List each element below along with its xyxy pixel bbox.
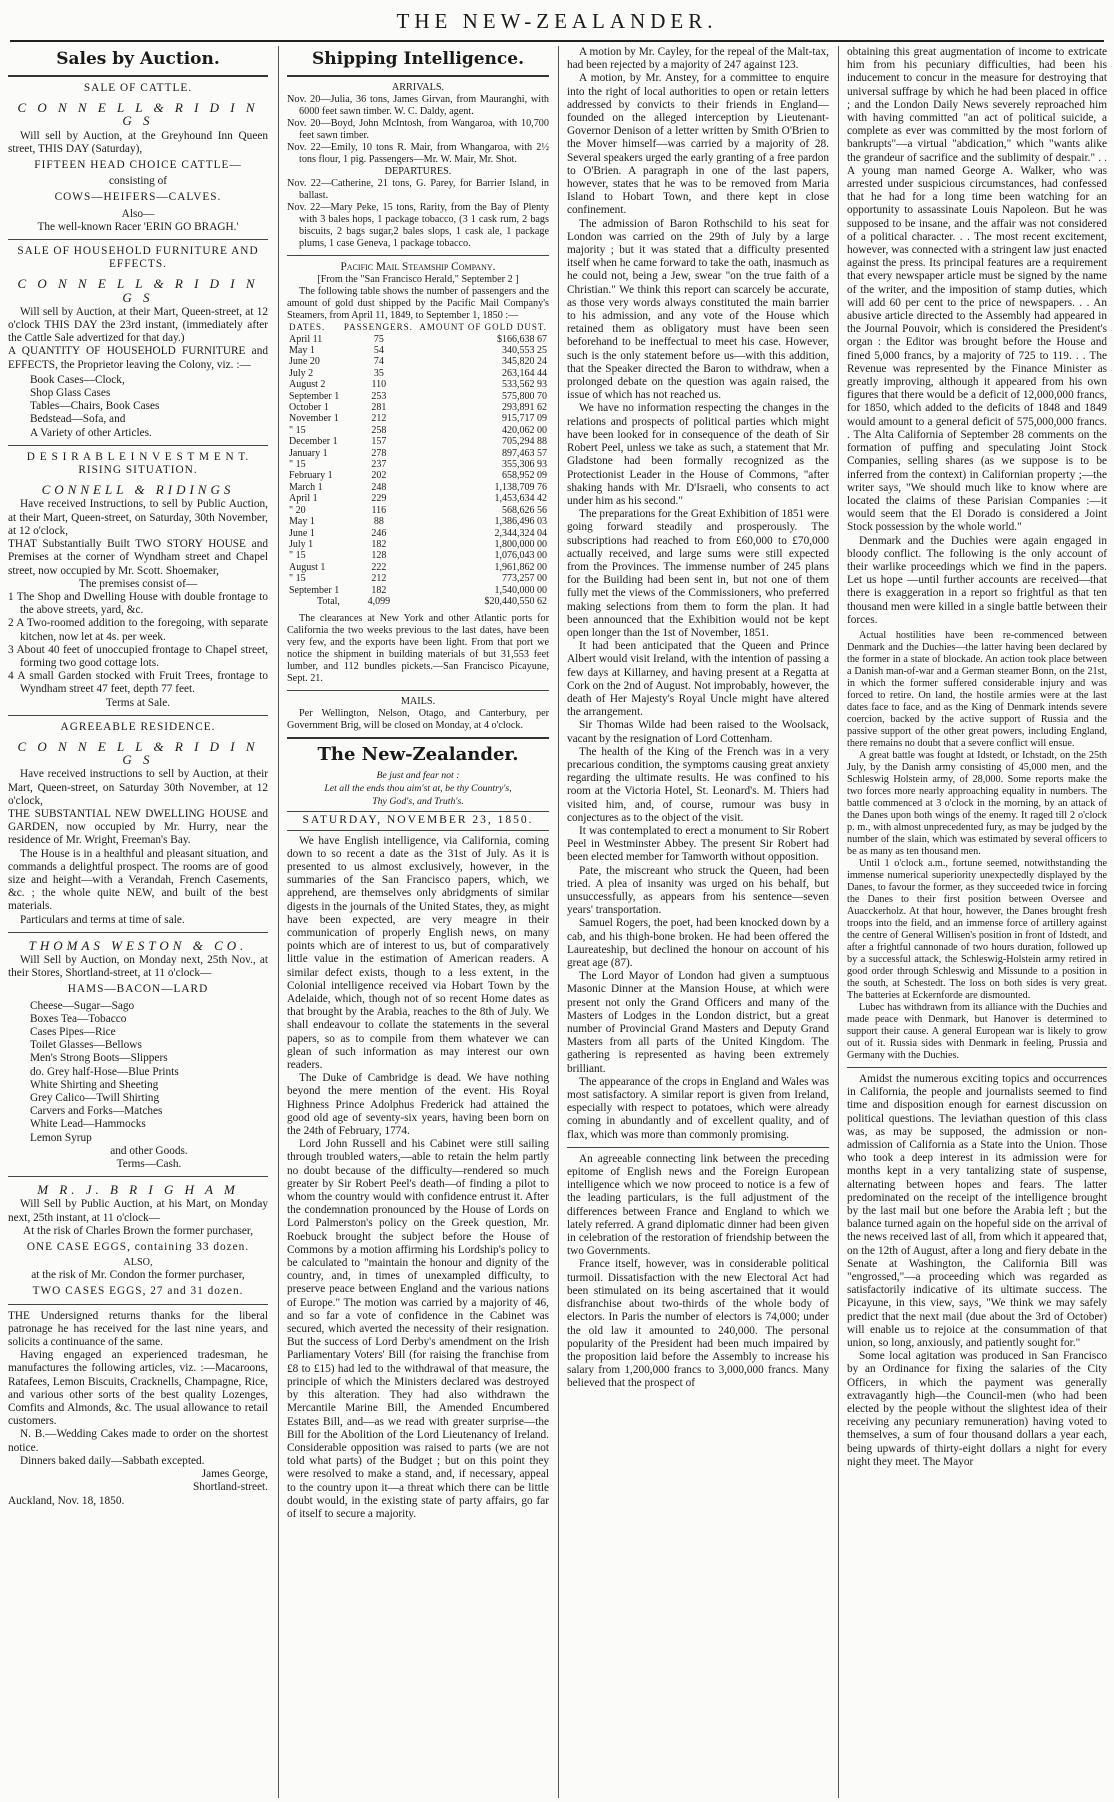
list-item: 4 A small Garden stocked with Fruit Trees, frontage to Wyndham street 47 feet, depth 77 feet.	[8, 670, 268, 696]
table-cell: 915,717 09	[502, 413, 547, 425]
table-cell: " 15	[289, 550, 306, 562]
table-row	[287, 573, 549, 584]
table-cell: 1,076,043 00	[494, 550, 547, 562]
table-cell: March 1	[289, 481, 323, 493]
article-paragraph: Some local agitation was produced in San Francisco by an Ordinance for fixing the salaries of the City Officers, in which the payment was generally extravagantly high—the Council-men (who had been elected by the people without the slightest idea of their receiving any pecuniary remuneration) having voted to themselves, a sum of four thousand dollars a year each, being upwards of thirty-eight dollars a night for every night they meet. The Mayor	[847, 1350, 1107, 1468]
arrivals-title: ARRIVALS.	[391, 82, 445, 93]
ad-lead: THE Undersigned returns thanks for the liberal patronage he has received for the last nine years, and solicits a continuance of the same.	[8, 1309, 268, 1349]
table-row	[287, 345, 549, 356]
table-row	[287, 550, 549, 561]
column-rule	[838, 46, 839, 1798]
list-item: Boxes Tea—Tobacco	[30, 1012, 127, 1025]
departures-title: DEPARTURES.	[384, 166, 452, 177]
table-cell: Total,	[317, 595, 340, 607]
table-cell: 110	[371, 379, 387, 391]
table-cell: June 20	[289, 356, 320, 368]
ad-thomas-weston	[8, 939, 268, 1171]
clearances-note: The clearances at New York and other Atlantic ports for California the two weeks previous to the last dates, have been very few, and the exports have been light. From that port we notice the shipment in building materials of but 31,553 feet lumber, and 112 bundles pickets.—San Francisco Picayune, Sept. 21.	[287, 613, 549, 685]
table-cell: 35	[373, 367, 384, 379]
ad-firm: C O N N E L L & R I D I N G S	[17, 276, 259, 305]
issue-date: SATURDAY, NOVEMBER 23, 1850.	[287, 811, 549, 830]
article-paragraph: France itself, however, was in considerable political turmoil. Dissatisfaction with the new Electoral Act had been stimulated on its being ascertained that it would disfranchise about two-thirds of the whole body of electors. In Paris the number of electors is 74,000; under the old law it amounted to 240,000. The personal popularity of the President had been much impaired by the proposition laid before the Assembly to increase his salary from 1,200,000 francs to 3,000,000 francs. Many believed that the prospect of	[567, 1258, 829, 1390]
article-paragraph: It had been anticipated that the Queen and Prince Albert would visit Ireland, with the intention of passing a few days at Killarney, and having present at a Regatta at Cork on the 2nd of August. Not improbably, however, the death of Her Majesty's Royal Uncle might have altered the arrangement.	[567, 640, 829, 719]
table-row	[287, 459, 549, 470]
table-cell: 1,800,000 00	[494, 538, 547, 550]
list-item: Cases Pipes—Rice	[30, 1026, 116, 1038]
newspaper-title: THE NEW-ZEALANDER.	[396, 9, 718, 33]
ad-body: N. B.—Wedding Cakes made to order on the shortest notice.	[8, 1428, 268, 1454]
divider	[847, 1067, 1107, 1068]
table-cell: 246	[371, 527, 387, 539]
divider	[8, 715, 268, 716]
table-cell: 293,891 62	[502, 402, 547, 414]
article-paragraph: Pate, the miscreant who struck the Queen, had been tried. A plea of insanity was urged on his behalf, but unsuccessfully, as appears from his sentence—seven years' transportation.	[567, 864, 829, 917]
list-item: 1 The Shop and Dwelling House with double frontage to the above streets, yard, &c.	[8, 590, 268, 617]
ad-signature: James George,	[201, 1468, 268, 1481]
ad-desirable-investment	[8, 451, 268, 710]
list-item: Nov. 22—Mary Peke, 15 tons, Rarity, from the Bay of Plenty with 3 bales hops, 1 package tobacco, (3 1 cask rum, 2 bags biscuits, 2 bags sugar,2 bales slops, 1 cask ale, 1 package plums, 1 case Geneva, 1 package tobacco.	[287, 202, 549, 249]
article-paragraph: Lord John Russell and his Cabinet were still sailing through troubled waters,—able to retain the helm partly no doubt because of the difficulty—rendered so much greater by Sir Robert Peel's death—of finding a pilot to whom the country would with confidence entrust it. After the condemnation pronounced by the House of Lords on Lord Palmerston's policy on the Greek question, Mr. Roebuck brought the subject before the House of Commons by a motion affirming his Lordship's policy to be calculated to "maintain the honour and dignity of the country, and, in times of unexampled difficulty, to preserve peace between England and the various nations of Europe." The motion was carried by a majority of 46, and so far a vote of confidence in the Cabinet was secured, which averted the necessity of their resignation. But the success of Lord Derby's amendment on the Irish Parliamentary Voters' Bill (for raising the franchise from £8 to £15) had led to the withdrawal of that measure, the principle of which the Ministers declared was destroyed by this alteration. They had also withdrawn the Mercantile Marine Bill, the Amended Encumbered Estates Bill, and—as we read with greater surprise—the Bill for the Abolition of the Lord Lieutenancy of Ireland. Considerable opposition was raised to parts (we are not told what parts) of the Budget ; but on this point they were resolved to make a stand, and, if necessary, appeal to the country upon it—a threat which there can be little doubt would, in the existing state of party affairs, go far of itself to secure a majority.	[287, 1138, 549, 1520]
table-cell: 1,540,000 00	[494, 584, 547, 596]
table-cell: " 20	[289, 504, 306, 516]
list-item: Toilet Glasses—Bellows	[30, 1039, 142, 1052]
ad-title: D E S I R A B L E I N V E S T M E N T. RISING SITUATION.	[26, 450, 250, 477]
ad-item-list	[30, 1000, 268, 1172]
divider	[287, 255, 549, 256]
article-paragraph: We have no information respecting the changes in the relations and prospects of political parties which might have been looked for in consequence of the death of Sir Robert Peel, unless we take as such, a statement that Mr. Gladstone had been formally recognized as the Protectionist Leader in the House of Commons, "after shaking hands with Mr. D'Israeli, who consents to act under him as his second."	[567, 402, 829, 507]
table-cell: 1,386,496 03	[494, 516, 547, 528]
table-row	[287, 493, 549, 504]
table-cell: May 1	[289, 516, 315, 528]
table-cell: 88	[373, 516, 384, 528]
mails-notice: Per Wellington, Nelson, Otago, and Canterbury, per Government Brig, will be closed on Monday, at 4 o'clock.	[287, 708, 549, 732]
article-paragraph: It was contemplated to erect a monument to Sir Robert Peel in Westminster Abbey. The present Sir Robert had been elected member for Tamworth without opposition.	[567, 824, 829, 864]
ad-address: Shortland-street.	[193, 1481, 268, 1494]
table-cell: 182	[371, 584, 387, 596]
ad-body: Have received Instructions, to sell by Public Auction, at their Mart, Queen-street, on Saturday, 30th November, at 12 o'clock,	[8, 498, 268, 537]
ad-firm: C O N N E L L & R I D I N G S	[17, 738, 259, 768]
pacific-intro: The following table shows the number of passengers and the amount of gold dust shipped by the Pacific Mail Company's Steamers, from April 11, 1849, to September 1, 1850 :—	[287, 286, 549, 322]
article-paragraph: The preparations for the Great Exhibition of 1851 were going forward steadily and prosperously. The subscriptions had reached to from £60,000 to £70,000 actually received, and large sums were still expected from the Provinces. The immense number of 245 plans for the Building had been sent in, but not one of them fully met the views of the Commissioners, who preferred making selections from them to form the plan. It had been announced that the Exhibition would not be kept open longer than the 1st of November, 1851.	[567, 508, 829, 639]
divider	[8, 239, 268, 240]
table-row	[287, 470, 549, 481]
list-item: 2 A Two-roomed addition to the foregoing, with separate kitchen, now let at 4s. per week.	[8, 617, 268, 643]
section-heading-shipping: Shipping Intelligence.	[312, 49, 524, 69]
table-cell: 4,099	[367, 595, 391, 607]
table-cell: June 1	[289, 527, 315, 539]
table-header: AMOUNT OF GOLD DUST.	[419, 322, 547, 333]
ad-item-list	[30, 374, 268, 440]
list-item: and other Goods.	[110, 1144, 188, 1157]
ad-description: The House is in a healthful and pleasant situation, and commands a delightful prospect. The rooms are of good size and height—with a Verandah, French Casements, &c. ; the whole quite NEW, and built of the best materials.	[8, 847, 268, 913]
table-row	[287, 448, 549, 459]
article-paragraph: A great battle was fought at Idstedt, or Ichstadt, on the 25th July, by the Danish army consisting of 45,000 men, and the Schleswig Holstein army, of 28,000. Some reports make the two forces more nearly approaching equality in numbers. The battle commenced at 3 o'clock in the morning, by an attack of the Danes upon both wings of the enemy. It raged till 2 o'clock p. m., with almost unprecedented fury, as may be judged by the number of the slain, which was estimated by several officers to be as many as ten thousand men.	[847, 749, 1107, 857]
column-shipping	[287, 46, 549, 1798]
table-cell: 705,294 88	[502, 436, 547, 448]
ad-line: The well-known Racer 'ERIN GO BRAGH.'	[37, 220, 239, 233]
table-row	[287, 402, 549, 413]
article-paragraph: Amidst the numerous exciting topics and occurrences in California, the people and journalists seemed to find time and disposition enough for earnest discussion on political questions. The leviathan question of this class was, as may be supposed, the admission or non-admission of California as a State into the Union. Those who took a deep interest in its admission were for months kept in a very tantalizing state of suspense, alternating between hopes and fears. The latter predominated on the receipt of the intelligence brought by the last mail but one before the Arabia left ; but the balance turned again on the hopeful side on the arrival of the news received last of all, from which it appeared that, on the 12th of August, after a long and fiery debate in the Senate at Washington, the California Bill was "engrossed,"—a proceeding which was regarded as satisfactorily indicative of its ultimate success. The Picayune, in this view, says, "We think we may safely predict that the next mail (due about the 3rd of October) will enable us to rejoice at the consummation of that union, so long, anxiously, and patiently sought for."	[847, 1072, 1107, 1349]
article-paragraph: The Lord Mayor of London had given a sumptuous Masonic Dinner at the Mansion House, at which were present not only the Grand Officers and many of the Masters of Lodges in the London district, but a great number of Provincial Grand Masters and Deputy Grand Masters from all parts of the United Kingdom. The gathering is represented as having been extremely brilliant.	[567, 970, 829, 1075]
ad-line: COWS—HEIFERS—CALVES.	[54, 191, 222, 204]
section-heading-auctions: Sales by Auction.	[56, 49, 220, 69]
table-cell: 248	[371, 481, 387, 493]
ad-household-furniture	[8, 245, 268, 440]
table-row	[287, 505, 549, 516]
ad-lead: THE SUBSTANTIAL NEW DWELLING HOUSE and GARDEN, now occupied by Mr. Hurry, near the residence of Mr. Wright, Freeman's Bay.	[8, 807, 268, 847]
table-cell: " 15	[289, 424, 306, 436]
list-item: Tables—Chairs, Book Cases	[30, 400, 160, 413]
table-cell: September 1	[289, 390, 340, 402]
table-cell: 278	[371, 447, 387, 459]
table-row	[287, 436, 549, 447]
ad-line: TWO CASES EGGS, 27 and 31 dozen.	[32, 1285, 244, 1298]
mails-title: MAILS.	[400, 696, 436, 708]
ad-lead: ONE CASE EGGS, containing 33 dozen.	[26, 1241, 250, 1254]
table-cell: October 1	[289, 402, 329, 414]
table-cell: $20,440,550 62	[484, 595, 547, 607]
list-item: White Shirting and Sheeting	[30, 1078, 159, 1091]
ad-lead: HAMS—BACON—LARD	[67, 983, 209, 996]
table-row	[287, 391, 549, 402]
table-row	[287, 562, 549, 573]
divider	[287, 737, 549, 739]
table-cell: 75	[373, 333, 384, 345]
ad-line: Also—	[121, 207, 155, 220]
list-item: Terms—Cash.	[116, 1158, 182, 1171]
ad-date: Auckland, Nov. 18, 1850.	[8, 1494, 125, 1507]
ad-title: SALE OF CATTLE.	[83, 82, 193, 94]
table-cell: July 2	[289, 367, 314, 379]
editorial-title: The New-Zealander.	[317, 744, 519, 766]
list-item: Grey Calico—Twill Shirting	[30, 1092, 160, 1105]
ad-lead: A QUANTITY OF HOUSEHOLD FURNITURE and EFFECTS, the Proprietor leaving the Colony, viz. :—	[8, 345, 268, 371]
motto-line: Let all the ends thou aim'st at, be thy Country's,	[324, 783, 512, 795]
table-cell: 533,562 93	[502, 379, 547, 391]
table-cell: 897,463 57	[502, 447, 547, 459]
table-cell: 202	[371, 470, 387, 482]
ad-lead: FIFTEEN HEAD CHOICE CATTLE—	[34, 159, 242, 172]
table-total-row	[287, 596, 549, 607]
list-item: Carvers and Forks—Matches	[30, 1105, 163, 1118]
table-cell: 1,138,709 76	[494, 481, 547, 493]
table-cell: 182	[371, 538, 387, 550]
table-cell: January 1	[289, 447, 328, 459]
article-paragraph: The Duke of Cambridge is dead. We have nothing beyond the mere mention of the event. His Royal Highness Prince Adolphus Frederick had attained the good old age of seventy-six years, having been born on the 24th of February, 1774.	[287, 1072, 549, 1138]
ad-line: consisting of	[108, 175, 168, 188]
table-header: PASSENGERS.	[343, 322, 413, 333]
ad-terms: Terms at Sale.	[105, 696, 171, 709]
article-paragraph: obtaining this great augmentation of income to extricate him from his pecuniary difficulties, had been his inducement to concur in the measure for destroying that universal suffrage by which he had been placed in office ; and the London Daily News severely reproached him with having committed "an act of political suicide, a complete as ever was committed by the most forlorn of bankrupts"—a virtual "abdication," which "wants alike the grandeur of sacrifice and the sublimity of despair." . . A young man named George A. Walker, who was arrested under suspicious circumstances, had confessed that he had for a long time been watching for an opportunity to assassinate Louis Napoleon. But he was supposed to be insane, and the affair was not considered of a political character. . . The most recent excitement, however, was connected with a stringent law just enacted against the press. Its principal features are a requirement that every newspaper article must be signed by the name of the writer, and the imposition of stamp duties, which will add 60 per cent to the price of newspapers. . . An abusive article directed to the Assembly had appeared in the Journal Pouvoir, which is considered the President's organ : the Editor was brought before the House and fined 5,000 francs, by a majority of 725 to 119. . . The Revenue was represented by the Finance Minister as greatly improving, although it appeared from his own figures that there would be a deficit of 12,000,000 francs, for 1850, which added to the deficits of 1848 and 1849 would amount to a general deficit of 575,000,000 francs. . The Alta California of September 28 comments on the formation of puffing and speculating Joint Stock Companies, selling shares (as we suppose is to be inferred from the context) in Californian property ;—the writer says, "We should much like to know where are located the claims of these Parisian Companies :—it would seem that the El Dorado is considered a Joint Stock possession by the whole world."	[847, 46, 1107, 534]
column-english-news	[567, 46, 829, 1798]
list-item: Book Cases—Clock,	[30, 373, 125, 386]
divider	[8, 1304, 268, 1305]
ad-particulars: Particulars and terms at time of sale.	[20, 913, 185, 926]
list-item: do. Grey half-Hose—Blue Prints	[30, 1065, 179, 1078]
list-item: Bedstead—Sofa, and	[30, 413, 126, 426]
table-cell: 74	[373, 356, 384, 368]
table-header: DATES.	[289, 322, 326, 333]
table-cell: November 1	[289, 413, 339, 425]
ad-body: Will Sell by Public Auction, at his Mart, on Monday next, 25th instant, at 11 o'clock—	[8, 1198, 268, 1224]
table-row	[287, 539, 549, 550]
table-row	[287, 413, 549, 424]
motto-line: Thy God's, and Truth's.	[372, 796, 464, 808]
article-paragraph: Denmark and the Duchies were again engaged in bloody conflict. The following is the only account of their warlike proceedings which we find in the papers. Let us hope —until further accounts are received—that there is exaggeration in a report so frightful as that ten thousand men were killed in a single battle between their forces.	[847, 534, 1107, 626]
divider	[8, 932, 268, 933]
table-row	[287, 516, 549, 527]
table-cell: February 1	[289, 470, 333, 482]
table-cell: April 11	[289, 333, 323, 345]
table-cell: 128	[371, 550, 387, 562]
table-cell: 157	[371, 436, 387, 448]
table-cell: 212	[371, 413, 387, 425]
ad-body: Dinners baked daily—Sabbath excepted.	[20, 1454, 205, 1467]
ad-title: AGREEABLE RESIDENCE.	[60, 720, 216, 733]
list-item: Cheese—Sugar—Sago	[30, 999, 135, 1012]
list-item: Shop Glass Cases	[30, 387, 111, 400]
table-cell: " 15	[289, 459, 306, 471]
table-cell: 345,820 24	[502, 356, 547, 368]
article-paragraph: We have English intelligence, via California, coming down to so recent a date as the 31st of July. As it is presented to us almost exclusively, however, in the summaries of the San Francisco papers, which, we apprehend, are themselves only abridgments of similar digests in the journals of the United States, they, as might have been expected, are very meagre in their communication of properly English news, on many points which are of interest to us, but of comparatively little value in the estimation of American readers. A similar defect exists, though to a less extent, in the Colonial intelligence received via Hobart Town by the Adelaide, which, though not of so recent Home dates as that brought by the Arabia, reaches to the 8th of July. We shall endeavour to collate the statements in the several papers, so as to compile from them whatever we can glean of such information as may interest our own readers.	[287, 834, 549, 1072]
article-paragraph: The appearance of the crops in England and Wales was most satisfactory. A similar report is given from Ireland, especially with respect to potatoes, which were already coming in abundantly and of excellent quality, and of flax, which was more than commonly promising.	[567, 1075, 829, 1141]
article-paragraph: Lubec has withdrawn from its alliance with the Duchies and made peace with Denmark, but Hanover is determined to support their cause. A general European war is likely to grow out of it. Russia sides with Denmark in feeling, Prussia and Germany with the Duchies.	[847, 1001, 1107, 1061]
ad-lead: THAT Substantially Built TWO STORY HOUSE and Premises at the corner of Wyndham street and Chapel street, now occupied by Mr. Scott. Shoemaker,	[8, 538, 268, 577]
table-cell: 340,553 25	[502, 345, 547, 357]
ad-title: SALE OF HOUSEHOLD FURNITURE AND EFFECTS.	[17, 245, 259, 271]
column-rule	[558, 46, 559, 1798]
table-cell: September 1	[289, 584, 340, 596]
table-row	[287, 356, 549, 367]
table-cell: 355,306 93	[502, 459, 547, 471]
divider	[8, 75, 268, 77]
article-paragraph: A motion, by Mr. Anstey, for a committee to enquire into the right of local authorities to open or retain letters addressed by convicts to their friends in England—founded on the alleged interception by Lieutenant-Governor Denison of a letter written by Smith O'Brien to the Mover himself—was carried by a majority of 28. Several speakers urged the early granting of a free pardon to O'Brien. A paragraph in one of the last papers, however, states that he was to be removed from Maria Island to Hobart Town, and there kept in close confinement.	[567, 72, 829, 217]
article-paragraph: The admission of Baron Rothschild to his seat for London was carried on the 29th of July by a large majority ; but it was stated that a difficulty presented itself when he came forward to take the oath, inasmuch as he could not, being a Jew, swear "on the true faith of a Christian." We think this report can scarcely be accurate, as those very words always constituted the main barrier to his admission, and any vote of the House which retained them as obligatory must have been seen beforehand to be ineffectual to meet his case. However, such is the only statement before us—with this addition, that the Speaker directed the Baron to withdraw, when a prolonged debate on the question was again raised, the issue of which has not reached us.	[567, 217, 829, 402]
article-paragraph: Samuel Rogers, the poet, had been knocked down by a cab, and his thigh-bone broken. He had been offered the Laureateship, but declined the honour on account of his great age (87).	[567, 917, 829, 970]
column-auctions	[8, 46, 268, 1798]
ad-body: Will Sell by Auction, on Monday next, 25th Nov., at their Stores, Shortland-street, at 11 o'clock—	[8, 953, 268, 980]
table-cell: August 2	[289, 379, 326, 391]
ad-agreeable-residence	[8, 721, 268, 927]
list-item: Nov. 20—Julia, 36 tons, James Girvan, from Mauranghi, with 6000 feet sawn timber. W. C. Daldy, agent.	[287, 94, 549, 117]
table-cell: April 1	[289, 493, 318, 505]
list-item: A Variety of other Articles.	[30, 426, 152, 439]
table-cell: $166,638 67	[497, 333, 547, 345]
table-row	[287, 528, 549, 539]
table-cell: 222	[371, 561, 387, 573]
ad-firm: C O N N E L L & R I D I N G S	[17, 100, 259, 129]
table-cell: 237	[371, 459, 387, 471]
masthead	[10, 6, 1104, 42]
table-cell: 281	[371, 402, 387, 414]
motto-line: Be just and fear not :	[376, 770, 460, 782]
list-item: Nov. 20—Boyd, John McIntosh, from Wangaroa, with 10,700 feet sawn timber.	[287, 118, 549, 141]
table-cell: 258	[371, 424, 387, 436]
column-rule	[278, 46, 279, 1798]
table-row	[287, 425, 549, 436]
ad-line: at the risk of Mr. Condon the former purchaser,	[31, 1269, 245, 1282]
table-cell: 212	[371, 573, 387, 585]
ad-line: The premises consist of—	[78, 577, 198, 590]
table-row	[287, 379, 549, 390]
table-cell: 1,453,634 42	[494, 493, 547, 505]
column-foreign-news	[847, 46, 1107, 1798]
table-row	[287, 334, 549, 345]
divider	[287, 75, 549, 77]
gold-dust-table	[287, 322, 549, 607]
table-cell: " 15	[289, 573, 306, 585]
list-item: Nov. 22—Emily, 10 tons R. Mair, from Whangaroa, with 2½ tons flour, 1 pig. Passengers—Mr. W. Mair, Mr. Shot.	[287, 142, 549, 165]
article-paragraph: A motion by Mr. Cayley, for the repeal of the Malt-tax, had been rejected by a majority of 247 against 123.	[567, 46, 829, 72]
divider	[8, 445, 268, 446]
list-item: Lemon Syrup	[30, 1131, 92, 1144]
table-cell: 116	[371, 504, 387, 516]
table-cell: May 1	[289, 345, 315, 357]
table-row	[287, 368, 549, 379]
table-cell: July 1	[289, 538, 314, 550]
pacific-title: Pacific Mail Steamship Company.	[340, 261, 496, 273]
quoted-report	[847, 630, 1107, 1062]
list-item: White Lead—Hammocks	[30, 1118, 146, 1131]
ad-body: Will sell by Auction, at their Mart, Queen-street, at 12 o'clock THIS DAY the 23rd instant, (immediately after the Cattle Sale advertized for that day.)	[8, 305, 268, 345]
ad-line: At the risk of Charles Brown the former purchaser,	[22, 1224, 254, 1237]
table-cell: 773,257 00	[502, 573, 547, 585]
ad-james-george	[8, 1310, 268, 1508]
ad-line: ALSO,	[123, 1257, 153, 1269]
table-cell: 263,164 44	[502, 367, 547, 379]
divider	[8, 1176, 268, 1177]
table-cell: 54	[373, 345, 384, 357]
table-row	[287, 585, 549, 596]
table-cell: December 1	[289, 436, 338, 448]
ad-firm: CONNELL & RIDINGS	[41, 482, 235, 498]
table-row	[287, 482, 549, 493]
table-cell: 658,952 09	[502, 470, 547, 482]
ad-firm: THOMAS WESTON & CO.	[28, 937, 248, 953]
table-cell: 575,800 70	[502, 390, 547, 402]
divider	[287, 690, 549, 691]
ad-body: Having engaged an experienced tradesman, he manufactures the following articles, viz. :—Macaroons, Ratafees, Lemon Biscuits, Cracknells, Champagne, Rice, and various other sorts of the best quality Lozenges, Comfits and Almonds, &c. The usual allowance to retail customers.	[8, 1349, 268, 1428]
divider	[567, 1147, 829, 1148]
table-header-row	[287, 322, 549, 333]
table-cell: 568,626 56	[502, 504, 547, 516]
article-paragraph: Actual hostilities have been re-commenced between Denmark and the Duchies—the latter having been declared by the former in a state of blockade. An action took place between a Danish man-of-war and a German steamer Bonn, on the 21st, in which the former suffered considerable injury and was forced to retire. On land, the hostile armies were at the last dates face to face, and as the King of Denmark intends severe coercion, backed by the active support of Russia and the passive support of the other great powers, including England, there remains no doubt that a severe conflict will ensue.	[847, 629, 1107, 749]
article-paragraph: An agreeable connecting link between the preceding epitome of English news and the Foreign European intelligence which we now proceed to notice is a few of the leading particulars, is the full adjustment of the differences between France and England to which we lately referred. A grand diplomatic dinner had been given in celebration of the restoration of friendship between the two Governments.	[567, 1152, 829, 1258]
article-paragraph: Until 1 o'clock a.m., fortune seemed, notwithstanding the immense numerical superiority unexpectedly displayed by the Danes, to favour the former, as they succeeded twice in forcing the Danes to their first position between Oversee and Auacckerholz. At that hour, however, the Danes brought fresh troops into the field, and an immense force of artillery against the centre of General Willisen's position in front of Idstedt, and after a frightful cannonade of two hours duration, followed up by a successful attack, the Schleswig-Holstein army retired in good order through Schleswig and Missunde to a position in the south, at Schestedt. The loss on both sides is very great. The batteries at Eckernforde are dismounted.	[847, 857, 1107, 1001]
article-paragraph: The health of the King of the French was in a very precarious condition, the symptoms causing great anxiety regarding the ultimate results. He was confined to his room at the Victoria Hotel, St. Leonard's. M. Thiers had visited him, and, of course, rumour was busy in conjectures as to the object of the visit.	[567, 745, 829, 824]
table-cell: 1,961,862 00	[494, 561, 547, 573]
article-paragraph: Sir Thomas Wilde had been raised to the Woolsack, vacant by the resignation of Lord Cottenham.	[567, 719, 829, 745]
pacific-source: [From the "San Francisco Herald," September 2 ]	[317, 274, 519, 286]
table-cell: August 1	[289, 561, 326, 573]
ad-body: Will sell by Auction, at the Greyhound Inn Queen street, THIS DAY (Saturday),	[8, 129, 268, 155]
ad-sale-of-cattle	[8, 82, 268, 234]
table-cell: 420,062 00	[502, 424, 547, 436]
list-item: Men's Strong Boots—Slippers	[30, 1052, 168, 1065]
ad-firm: M R. J. B R I G H A M	[37, 1182, 239, 1198]
list-item: Nov. 22—Catherine, 21 tons, G. Parey, for Barrier Island, in ballast.	[287, 178, 549, 201]
ad-mr-brigham	[8, 1183, 268, 1298]
table-cell: 2,344,324 04	[494, 527, 547, 539]
list-item: 3 About 40 feet of unoccupied frontage to Chapel street, forming two good cottage lots.	[8, 643, 268, 669]
table-cell: 229	[371, 493, 387, 505]
ad-body: Have received instructions to sell by Auction, at their Mart, Queen-street, on Saturday 30th November, at 12 o'clock,	[8, 768, 268, 807]
table-cell: 253	[371, 390, 387, 402]
